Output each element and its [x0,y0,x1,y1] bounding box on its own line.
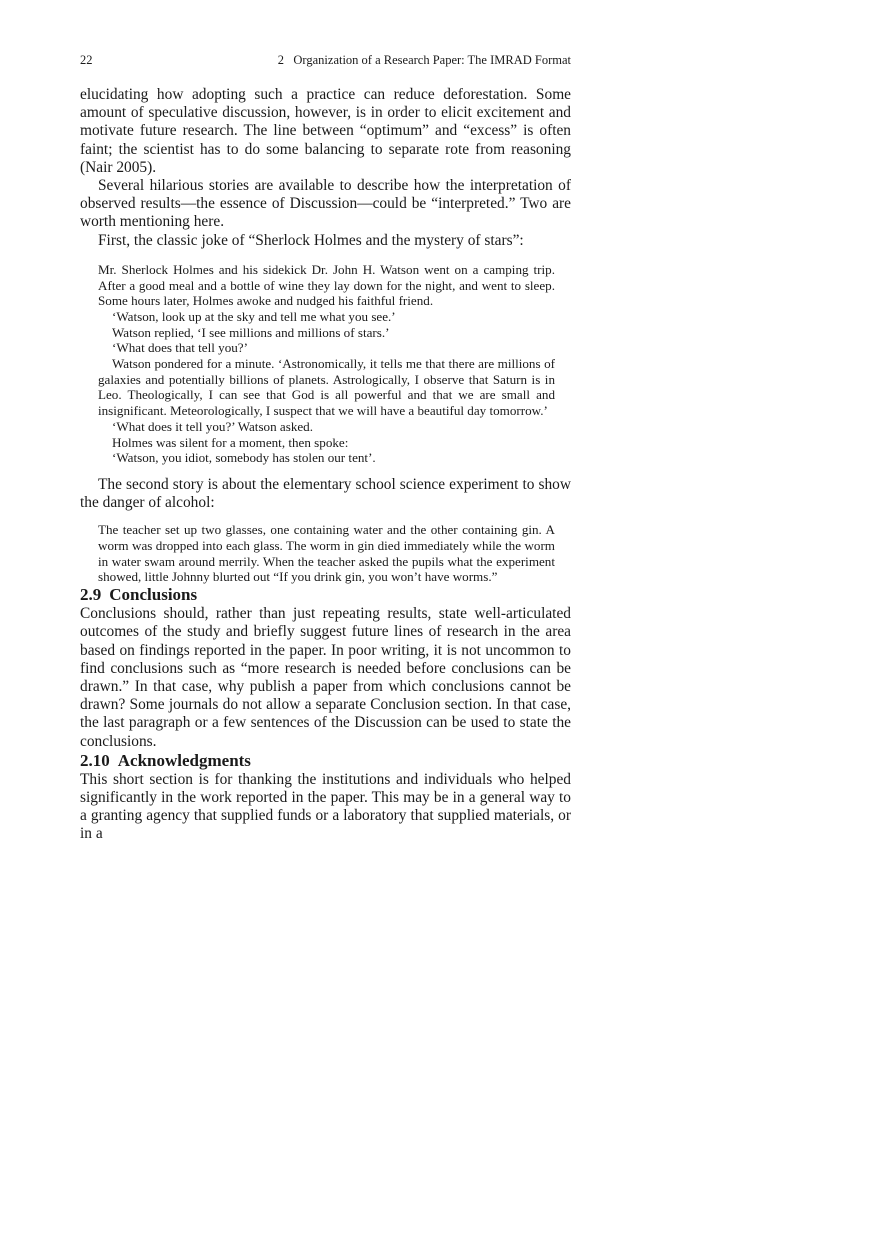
paragraph-hilarious-stories: Several hilarious stories are available to describe how the interpretation of observed results—the essence of Discussion—could be “interpreted.” Two are worth mentioning here. [80,177,571,231]
paragraph-second-story-intro: The second story is about the elementary school science experiment to show the danger of alcohol: [80,475,571,512]
section-title: Acknowledgments [117,750,251,770]
chapter-running-title: 2 Organization of a Research Paper: The IMRAD Format [277,53,571,67]
extract-line: Watson replied, ‘I see millions and millions of stars.’ [112,324,390,340]
extract-line: ‘Watson, look up at the sky and tell me what you see.’ [112,308,396,324]
body-text [80,86,571,844]
extract-line: Holmes was silent for a moment, then spoke: [112,434,349,450]
extract-line: ‘Watson, you idiot, somebody has stolen our tent’. [112,450,376,466]
extract-line: ‘What does it tell you?’ Watson asked. [112,418,313,434]
running-head [80,51,571,69]
section-heading-acknowledgments [80,751,571,771]
section-number: 2.10 [80,750,110,770]
sherlock-holmes-extract [80,262,571,466]
extract-line: Mr. Sherlock Holmes and his sidekick Dr. John H. Watson went on a camping trip. After a good meal and a bottle of wine they lay down for the night, and went to sleep. Some hours later, Holmes awoke and nudged his faithful friend. [98,261,555,309]
paragraph-speculative-discussion: elucidating how adopting such a practice can reduce deforestation. Some amount of speculative discussion, however, is in order to elicit excitement and motivate future research. The line between “optimum” and “excess” is often faint; the scientist has to do some balancing to separate rote from reasoning (Nair 2005). [80,86,571,176]
extract-line: Watson pondered for a minute. ‘Astronomically, it tells me that there are millions of galaxies and potentially billions of planets. Astrologically, I observe that Saturn is in Leo. Theologically, I can see that God is all powerful and that we are small and insignificant. Meteorologically, I suspect that we will have a beautiful day tomorrow.’ [98,356,555,419]
section-title: Conclusions [109,585,198,605]
section-heading-conclusions [80,585,571,605]
paragraph-acknowledgments: This short section is for thanking the institutions and individuals who helped significantly in the work reported in the paper. This may be in a general way to a granting agency that supplied funds or a laboratory that supplied materials, or in a [80,770,571,843]
page-number: 22 [80,53,93,67]
paragraph-conclusions: Conclusions should, rather than just repeating results, state well-articulated outcomes of the study and briefly suggest future lines of research in the area based on findings reported in the paper. In poor writing, it is not uncommon to find conclusions such as “more research is needed before conclusions can be drawn.” In that case, why publish a paper from which conclusions cannot be drawn? Some journals do not allow a separate Conclusion section. In that case, the last paragraph or a few sentences of the Discussion can be used to state the conclusions. [80,605,571,750]
extract-line: ‘What does that tell you?’ [112,340,248,356]
section-number: 2.9 [80,585,102,605]
extract-text: The teacher set up two glasses, one containing water and the other containing gin. A worm was dropped into each glass. The worm in gin died immediately while the worm in water swam around merrily. When the teacher asked the pupils what the experiment showed, little Johnny blurted out “If you drink gin, you won’t have worms.” [98,522,555,585]
gin-experiment-extract [80,522,571,585]
paragraph-sherlock-intro: First, the classic joke of “Sherlock Holmes and the mystery of stars”: [98,231,524,249]
